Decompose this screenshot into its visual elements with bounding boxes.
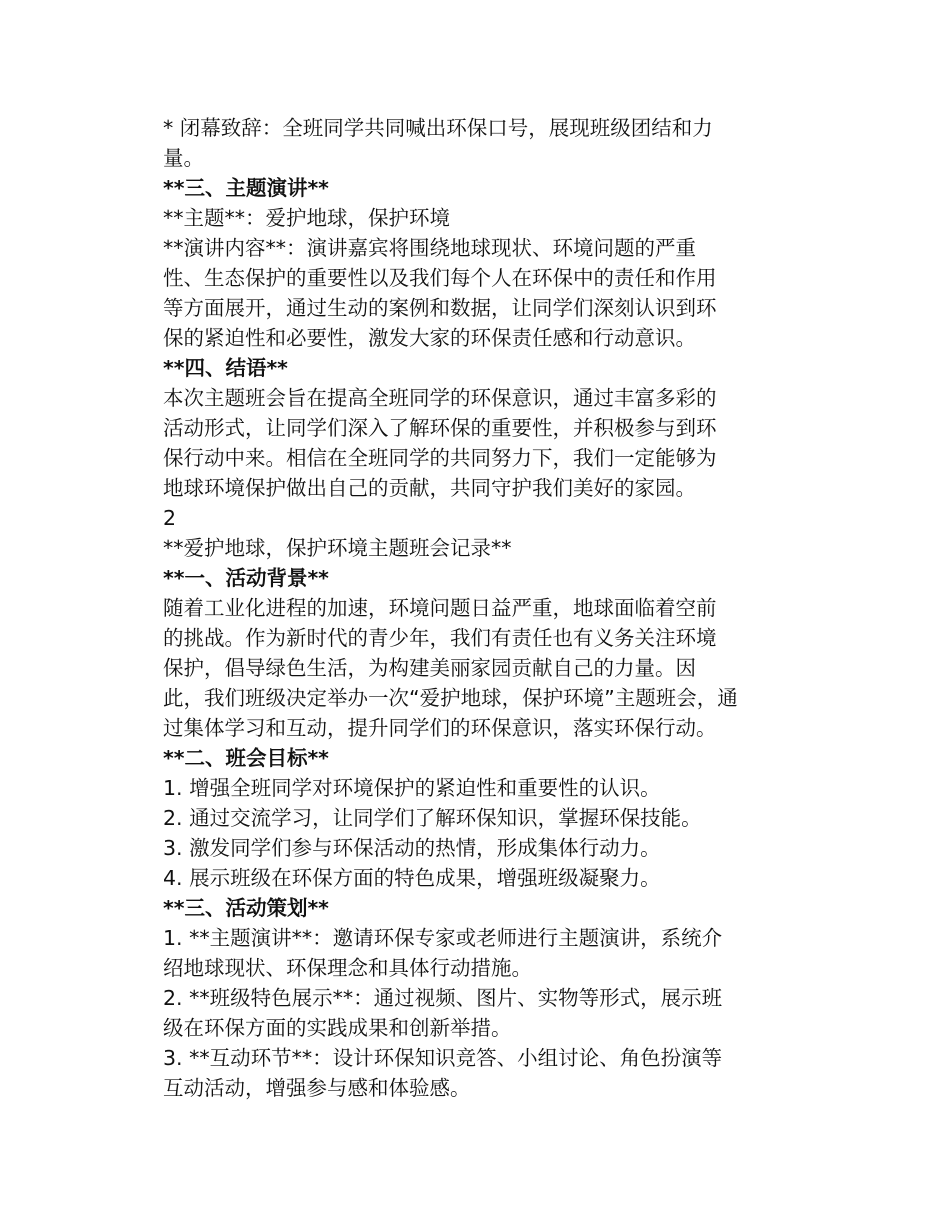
text-line: 性、生态保护的重要性以及我们每个人在环保中的责任和作用 (163, 266, 717, 290)
section-heading: **三、活动策划** (163, 896, 329, 920)
text-line: 活动形式，让同学们深入了解环保的重要性，并积极参与到环 (163, 416, 717, 440)
text-line: 绍地球现状、环保理念和具体行动措施。 (163, 956, 532, 980)
text-line: 保护，倡导绿色生活，为构建美丽家园贡献自己的力量。因 (163, 656, 696, 680)
text-line: 2. **班级特色展示**：通过视频、图片、实物等形式，展示班 (163, 986, 723, 1010)
text-line: 4. 展示班级在环保方面的特色成果，增强班级凝聚力。 (163, 866, 661, 890)
text-line: 保行动中来。相信在全班同学的共同努力下，我们一定能够为 (163, 446, 717, 470)
text-line: 3. 激发同学们参与环保活动的热情，形成集体行动力。 (163, 836, 661, 860)
section-heading: **二、班会目标** (163, 746, 329, 770)
text-line: 1. **主题演讲**：邀请环保专家或老师进行主题演讲，系统介 (163, 926, 723, 950)
text-line: 2 (163, 506, 177, 530)
text-line: **演讲内容**：演讲嘉宾将围绕地球现状、环境问题的严重 (163, 236, 696, 260)
text-line: 地球环境保护做出自己的贡献，共同守护我们美好的家园。 (163, 476, 696, 500)
section-heading: **一、活动背景** (163, 566, 329, 590)
text-line: 过集体学习和互动，提升同学们的环保意识，落实环保行动。 (163, 716, 717, 740)
section-heading: **三、主题演讲** (163, 176, 329, 200)
text-line: 此，我们班级决定举办一次“爱护地球，保护环境”主题班会，通 (163, 686, 738, 710)
text-line: **爱护地球，保护环境主题班会记录** (163, 536, 512, 560)
text-line: * 闭幕致辞：全班同学共同喊出环保口号，展现班级团结和力 (163, 116, 713, 140)
text-line: 级在环保方面的实践成果和创新举措。 (163, 1016, 512, 1040)
text-line: 本次主题班会旨在提高全班同学的环保意识，通过丰富多彩的 (163, 386, 717, 410)
section-heading: **四、结语** (163, 356, 288, 380)
text-line: 的挑战。作为新时代的青少年，我们有责任也有义务关注环境 (163, 626, 717, 650)
text-line: 互动活动，增强参与感和体验感。 (163, 1076, 471, 1100)
text-line: **主题**：爱护地球，保护环境 (163, 206, 450, 230)
text-line: 等方面展开，通过生动的案例和数据，让同学们深刻认识到环 (163, 296, 717, 320)
document-body (163, 113, 793, 1103)
text-line: 量。 (163, 146, 204, 170)
text-line: 保的紧迫性和必要性，激发大家的环保责任感和行动意识。 (163, 326, 696, 350)
text-line: 2. 通过交流学习，让同学们了解环保知识，掌握环保技能。 (163, 806, 702, 830)
text-line: 3. **互动环节**：设计环保知识竞答、小组讨论、角色扮演等 (163, 1046, 723, 1070)
text-line: 1. 增强全班同学对环境保护的紧迫性和重要性的认识。 (163, 776, 661, 800)
text-line: 随着工业化进程的加速，环境问题日益严重，地球面临着空前 (163, 596, 717, 620)
